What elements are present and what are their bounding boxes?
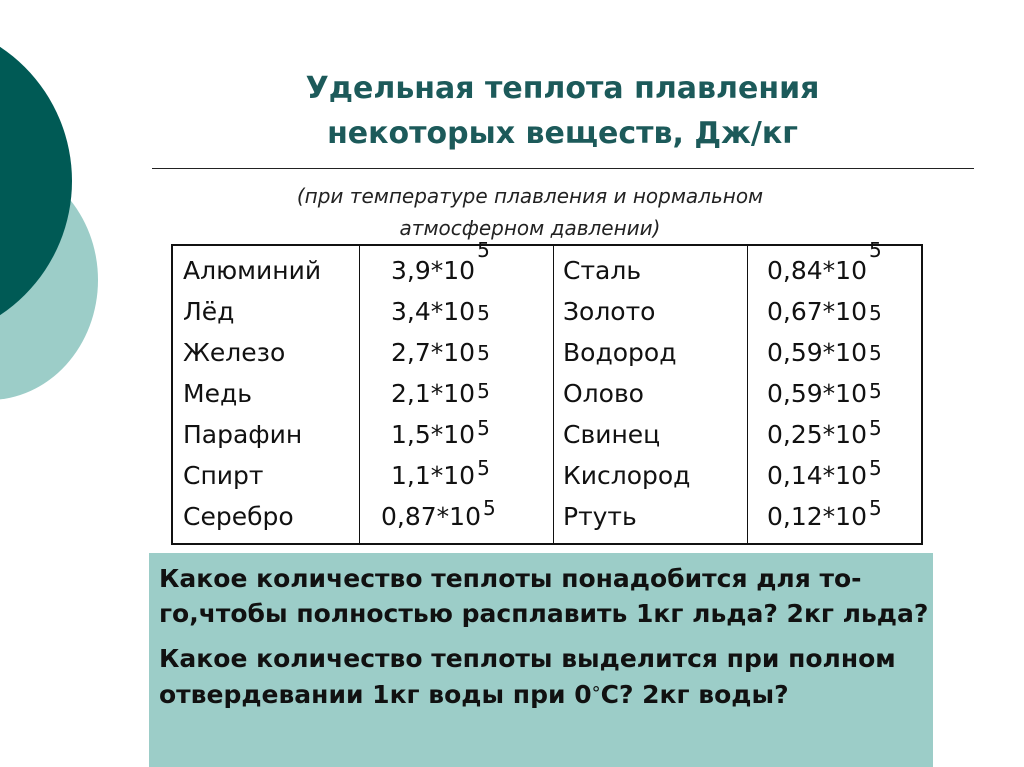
value-exponent: 5 [868,456,882,480]
question-2-part-b: С? 2кг воды? [600,680,789,709]
heat-value [391,456,490,491]
value-mantissa: 2,7*10 [391,338,476,367]
value-exponent: 5 [477,379,490,403]
value-exponent: 5 [868,238,882,262]
heat-value [767,379,882,409]
value-exponent: 5 [868,496,882,520]
heat-value [391,338,490,368]
heat-value [767,416,882,450]
heat-value [767,338,882,368]
question-1: Какое количество теплоты понадобится для то-го,чтобы полностью расплавить 1кг льда? 2кг льда? [159,564,929,628]
heat-value [391,238,490,286]
substance-name: Олово [563,379,644,408]
slide-subtitle [180,180,880,244]
value-exponent: 5 [477,416,490,440]
question-box [149,553,933,767]
slide-title [150,66,975,156]
value-exponent: 5 [477,238,490,262]
substance-name: Серебро [183,502,294,531]
title-line-1: Удельная теплота плавления [305,71,820,106]
value-exponent: 5 [477,456,490,480]
heat-value [767,456,882,491]
substance-name: Свинец [563,420,661,449]
subtitle-line-2: атмосферном давлении) [399,216,661,240]
heat-value [391,416,490,450]
substance-name: Железо [183,338,286,367]
degree-symbol: ° [591,683,601,704]
value-mantissa: 0,25*10 [767,420,867,449]
table-divider [553,246,554,543]
value-exponent: 5 [868,341,882,365]
value-exponent: 5 [868,379,882,403]
value-mantissa: 0,12*10 [767,502,867,531]
substance-name: Лёд [183,297,235,326]
value-mantissa: 2,1*10 [391,379,476,408]
heat-value [767,238,882,286]
value-exponent: 5 [477,301,490,325]
value-exponent: 5 [477,341,490,365]
title-line-2: некоторых веществ, Дж/кг [327,116,798,151]
value-mantissa: 0,59*10 [767,379,867,408]
table-divider [359,246,360,543]
substance-name: Медь [183,379,252,408]
value-exponent: 5 [868,416,882,440]
value-exponent: 5 [482,496,496,520]
value-mantissa: 0,84*10 [767,256,867,285]
heat-value [391,297,490,327]
substance-name: Золото [563,297,656,326]
substance-name: Алюминий [183,256,322,285]
value-mantissa: 1,5*10 [391,420,476,449]
subtitle-line-1: (при температуре плавления и нормальном [296,184,764,208]
heat-of-fusion-table [171,238,923,545]
value-mantissa: 0,14*10 [767,461,867,490]
value-mantissa: 0,67*10 [767,297,867,326]
question-2 [159,641,933,712]
value-mantissa: 3,4*10 [391,297,476,326]
heat-value [391,379,490,409]
substance-name: Кислород [563,461,691,490]
table-divider [747,246,748,543]
heat-value [381,496,496,532]
value-mantissa: 0,87*10 [381,502,481,531]
substance-name: Водород [563,338,677,367]
substance-name: Спирт [183,461,264,490]
value-exponent: 5 [868,301,882,325]
substance-name: Сталь [563,256,642,285]
question-2-part-a: Какое количество теплоты выделится при полном отвердевании 1кг воды при 0 [159,644,896,709]
value-mantissa: 3,9*10 [391,256,476,285]
heat-value [767,496,882,532]
value-mantissa: 0,59*10 [767,338,867,367]
substance-name: Ртуть [563,502,637,531]
substance-name: Парафин [183,420,303,449]
title-divider [152,168,974,169]
value-mantissa: 1,1*10 [391,461,476,490]
heat-value [767,297,882,327]
